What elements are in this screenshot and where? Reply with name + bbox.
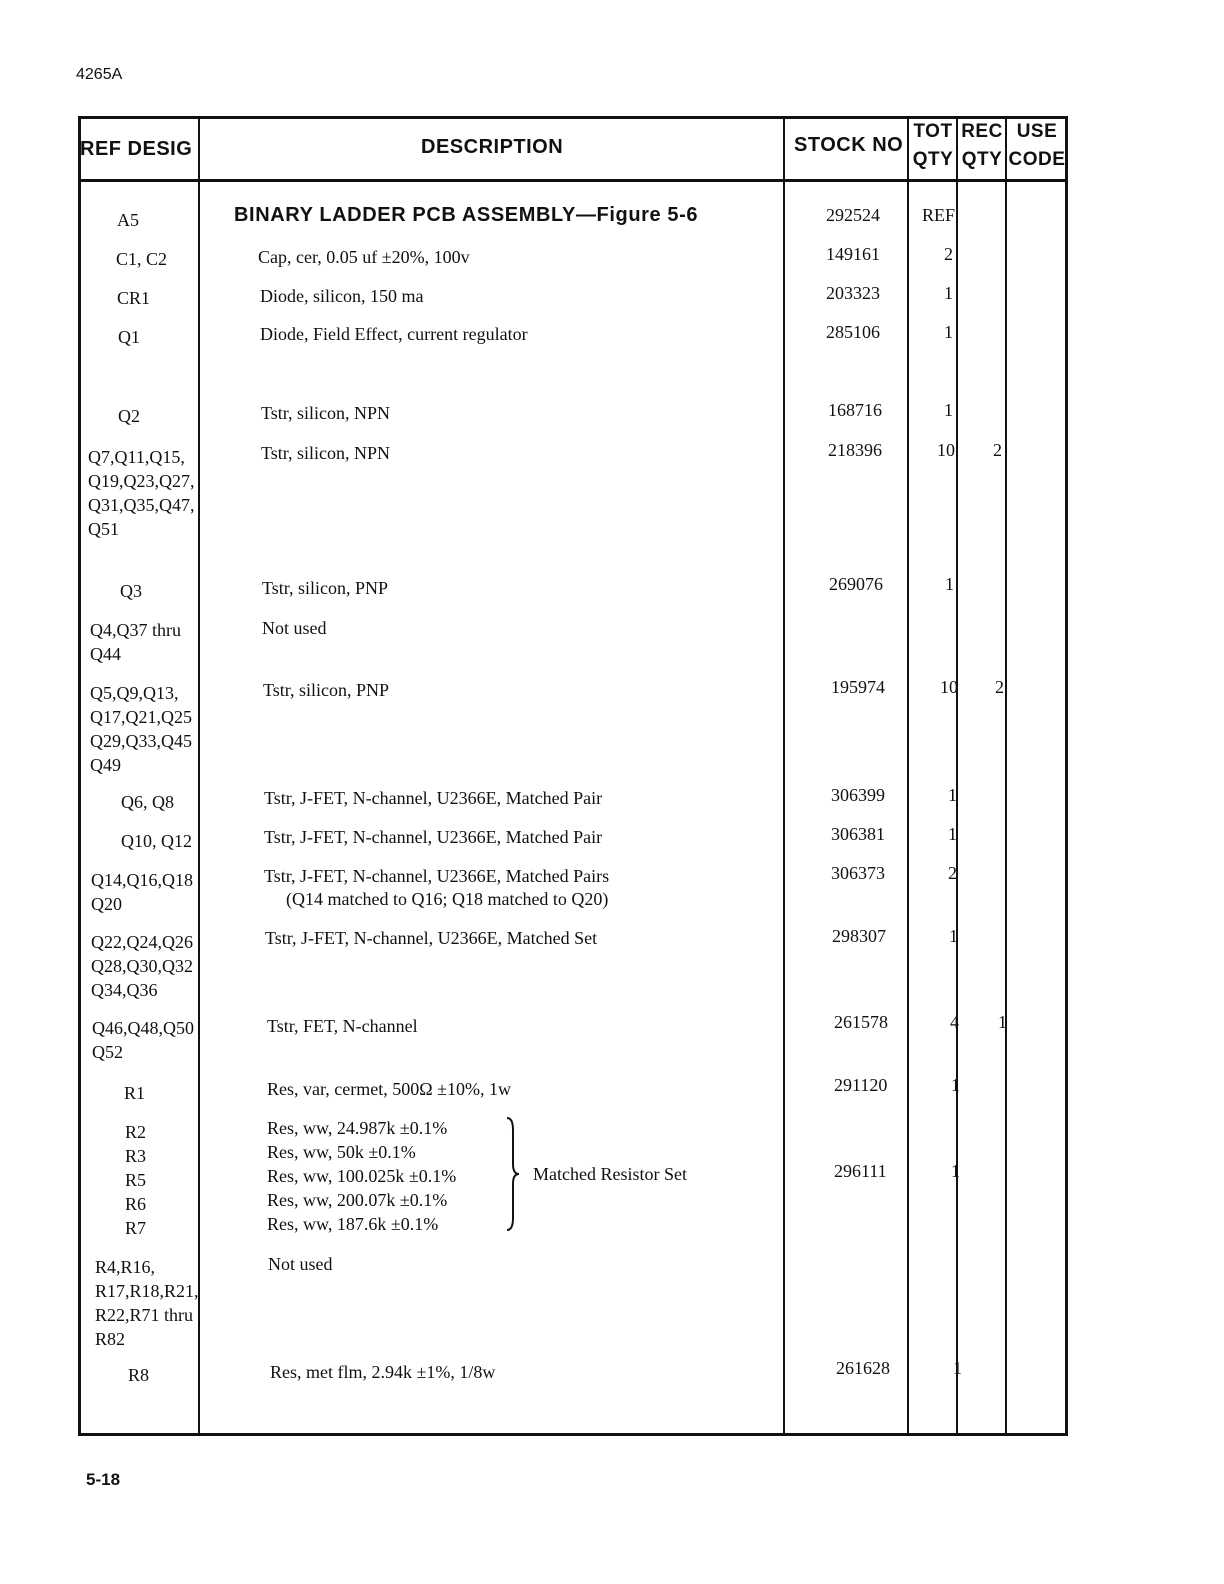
description: Tstr, silicon, PNP [263,680,390,700]
header-tot-qty [909,118,957,174]
ref-desig: Q22,Q24,Q26 [91,932,193,952]
description: Res, ww, 100.025k ±0.1% [267,1166,457,1186]
ref-desig: CR1 [117,288,151,308]
stock-no: 296111 [834,1161,887,1181]
parts-table-frame [78,116,1068,1436]
stock-no: 168716 [828,400,882,420]
col-rule [956,116,958,1436]
description: Tstr, J-FET, N-channel, U2366E, Matched Pairs [264,866,610,886]
tot-qty: REF [921,205,955,225]
description: Tstr, FET, N-channel [267,1016,418,1036]
ref-desig: Q10, Q12 [121,831,192,851]
header-use-code-line2: CODE [1008,149,1066,170]
ref-desig: Q49 [90,755,121,775]
tot-qty: 1 [944,283,953,303]
ref-desig: Q19,Q23,Q27, [88,471,195,491]
ref-desig: R4,R16, [95,1257,156,1277]
header-rec-qty-line1: REC [961,121,1003,142]
stock-no: 261628 [836,1358,890,1378]
right-brace-icon [503,1116,523,1232]
stock-no: 269076 [829,574,883,594]
col-rule [198,116,200,1436]
header-use-code-line1: USE [1016,121,1058,142]
stock-no: 203323 [826,283,880,303]
description: Tstr, J-FET, N-channel, U2366E, Matched Set [265,928,598,948]
tot-qty: 2 [948,863,957,883]
description: Not used [262,618,327,638]
tot-qty: 1 [951,1075,960,1095]
tot-qty: 1 [948,785,957,805]
header-rec-qty [958,118,1006,174]
description: Not used [268,1254,333,1274]
ref-desig: R22,R71 thru [95,1305,194,1325]
stock-no: 261578 [834,1012,888,1032]
description: Diode, Field Effect, current regulator [260,324,528,344]
ref-desig: Q28,Q30,Q32 [91,956,193,976]
col-rule [1005,116,1007,1436]
col-rule [783,116,785,1436]
tot-qty: 10 [937,440,955,460]
ref-desig: R3 [125,1146,147,1166]
tot-qty: 1 [944,322,953,342]
tot-qty: 1 [944,400,953,420]
description: Tstr, J-FET, N-channel, U2366E, Matched Pair [264,827,603,847]
stock-no: 218396 [828,440,882,460]
stock-no: 195974 [831,677,885,697]
description: Diode, silicon, 150 ma [260,286,424,306]
stock-no: 291120 [834,1075,888,1095]
description: Res, met flm, 2.94k ±1%, 1/8w [270,1362,496,1382]
ref-desig: Q31,Q35,Q47, [88,495,195,515]
description: Cap, cer, 0.05 uf ±20%, 100v [258,247,470,267]
description: Res, var, cermet, 500Ω ±10%, 1w [267,1079,511,1099]
header-stock-no: STOCK NO [794,134,904,156]
ref-desig: Q20 [91,894,122,914]
ref-desig: Q17,Q21,Q25 [90,707,192,727]
assembly-title: BINARY LADDER PCB ASSEMBLY—Figure 5-6 [234,204,699,226]
ref-desig: Q5,Q9,Q13, [90,683,179,703]
ref-desig: C1, C2 [116,249,168,269]
header-rec-qty-line2: QTY [961,149,1003,170]
ref-desig: Q34,Q36 [91,980,158,1000]
description: Res, ww, 187.6k ±0.1% [267,1214,439,1234]
ref-desig: Q2 [118,406,140,426]
ref-desig: Q46,Q48,Q50 [92,1018,194,1038]
rec-qty: 1 [998,1012,1007,1032]
ref-desig: R82 [95,1329,126,1349]
ref-desig: R1 [124,1083,146,1103]
description: Tstr, silicon, PNP [262,578,389,598]
ref-desig: Q29,Q33,Q45 [90,731,192,751]
header-tot-qty-line1: TOT [913,121,953,142]
stock-no: 292524 [826,205,880,225]
tot-qty: 1 [948,824,957,844]
header-ref-desig: REF DESIG [80,138,193,160]
description: Res, ww, 200.07k ±0.1% [267,1190,448,1210]
model-number: 4265A [76,66,123,83]
rec-qty: 2 [993,440,1002,460]
stock-no: 306373 [831,863,885,883]
header-description: DESCRIPTION [421,136,564,158]
tot-qty: 10 [940,677,958,697]
tot-qty: 1 [951,1161,960,1181]
tot-qty: 4 [950,1012,959,1032]
ref-desig: A5 [117,210,139,230]
description-note: (Q14 matched to Q16; Q18 matched to Q20) [286,889,609,909]
ref-desig: R8 [128,1365,150,1385]
ref-desig: R7 [125,1218,147,1238]
ref-desig: Q1 [118,327,140,347]
header-tot-qty-line2: QTY [912,149,954,170]
header-use-code [1007,118,1067,174]
header-rule [78,179,1068,182]
tot-qty: 1 [949,926,958,946]
stock-no: 285106 [826,322,880,342]
stock-no: 306381 [831,824,885,844]
description: Res, ww, 50k ±0.1% [267,1142,416,1162]
stock-no: 298307 [832,926,886,946]
description: Tstr, silicon, NPN [261,403,391,423]
ref-desig: Q52 [92,1042,123,1062]
page-number: 5-18 [86,1470,121,1489]
ref-desig: R2 [125,1122,147,1142]
tot-qty: 1 [945,574,954,594]
rec-qty: 2 [995,677,1004,697]
ref-desig: R17,R18,R21, [95,1281,199,1301]
ref-desig: Q44 [90,644,121,664]
ref-desig: R6 [125,1194,147,1214]
ref-desig: Q6, Q8 [121,792,174,812]
ref-desig: R5 [125,1170,147,1190]
ref-desig: Q7,Q11,Q15, [88,447,185,467]
ref-desig: Q3 [120,581,142,601]
col-rule [907,116,909,1436]
tot-qty: 1 [953,1358,962,1378]
ref-desig: Q14,Q16,Q18 [91,870,193,890]
stock-no: 149161 [826,244,880,264]
group-label: Matched Resistor Set [533,1164,687,1184]
ref-desig: Q4,Q37 thru [90,620,181,640]
tot-qty: 2 [944,244,953,264]
description: Res, ww, 24.987k ±0.1% [267,1118,448,1138]
description: Tstr, silicon, NPN [261,443,391,463]
stock-no: 306399 [831,785,885,805]
description: Tstr, J-FET, N-channel, U2366E, Matched Pair [264,788,603,808]
ref-desig: Q51 [88,519,119,539]
